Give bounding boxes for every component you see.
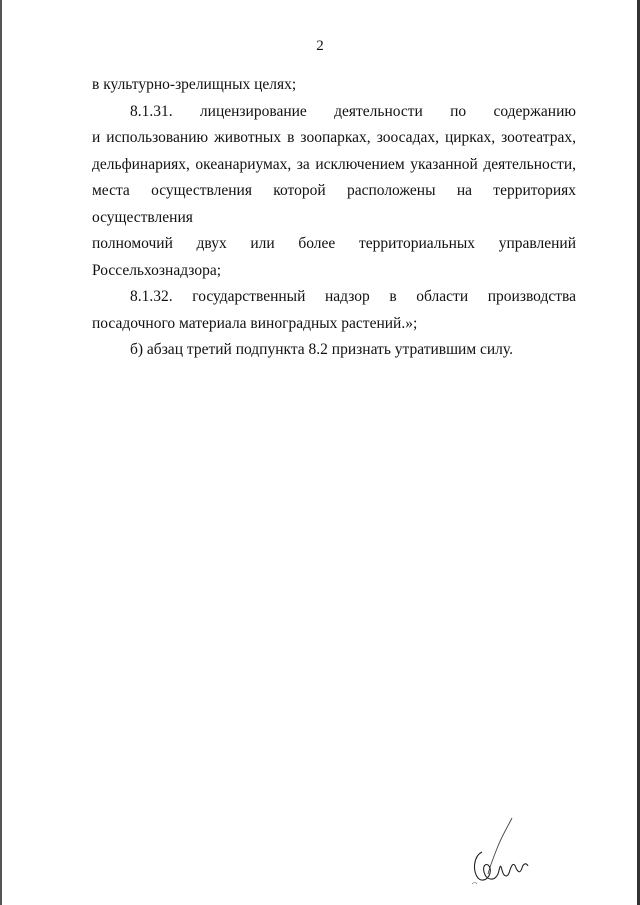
word: содержанию [493,102,576,120]
paragraph-8-1-31-line-1 [92,99,576,126]
word: лицензирование [199,102,307,120]
word: полномочий [92,235,173,252]
word: 8.1.31. [130,102,173,120]
word: или [250,235,275,252]
scan-edge-left [0,0,2,905]
paragraph-b: б) абзац третий подпункта 8.2 признать утратившим силу. [130,341,513,358]
paragraph-0: в культурно-зрелищных целях; [92,76,297,93]
word: деятельности [334,102,423,120]
paragraph-8-1-31-line-last [92,231,576,258]
paragraph-8-1-31-end: Россельхознадзора; [92,261,222,279]
paragraph-8-1-32: 8.1.32. государственный надзор в области производства посадочного материала виноградных растений.»; [92,288,576,332]
word: территориальных [358,235,476,252]
page-number: 2 [316,38,324,54]
paragraph-8-1-31 [92,99,576,285]
document-body [92,72,576,364]
word: более [298,235,336,252]
word: двух [196,235,227,252]
word: по [450,102,467,120]
handwritten-signature [460,812,540,892]
paragraph-8-1-31-body: и использованию животных в зоопарках, зоосадах, цирках, зоотеатрах, дельфинариях, океанариумах, за исключением указанной деятельности, места осуществления которой расположены на территориях осуществления [92,129,576,226]
word: управлений [498,235,576,252]
